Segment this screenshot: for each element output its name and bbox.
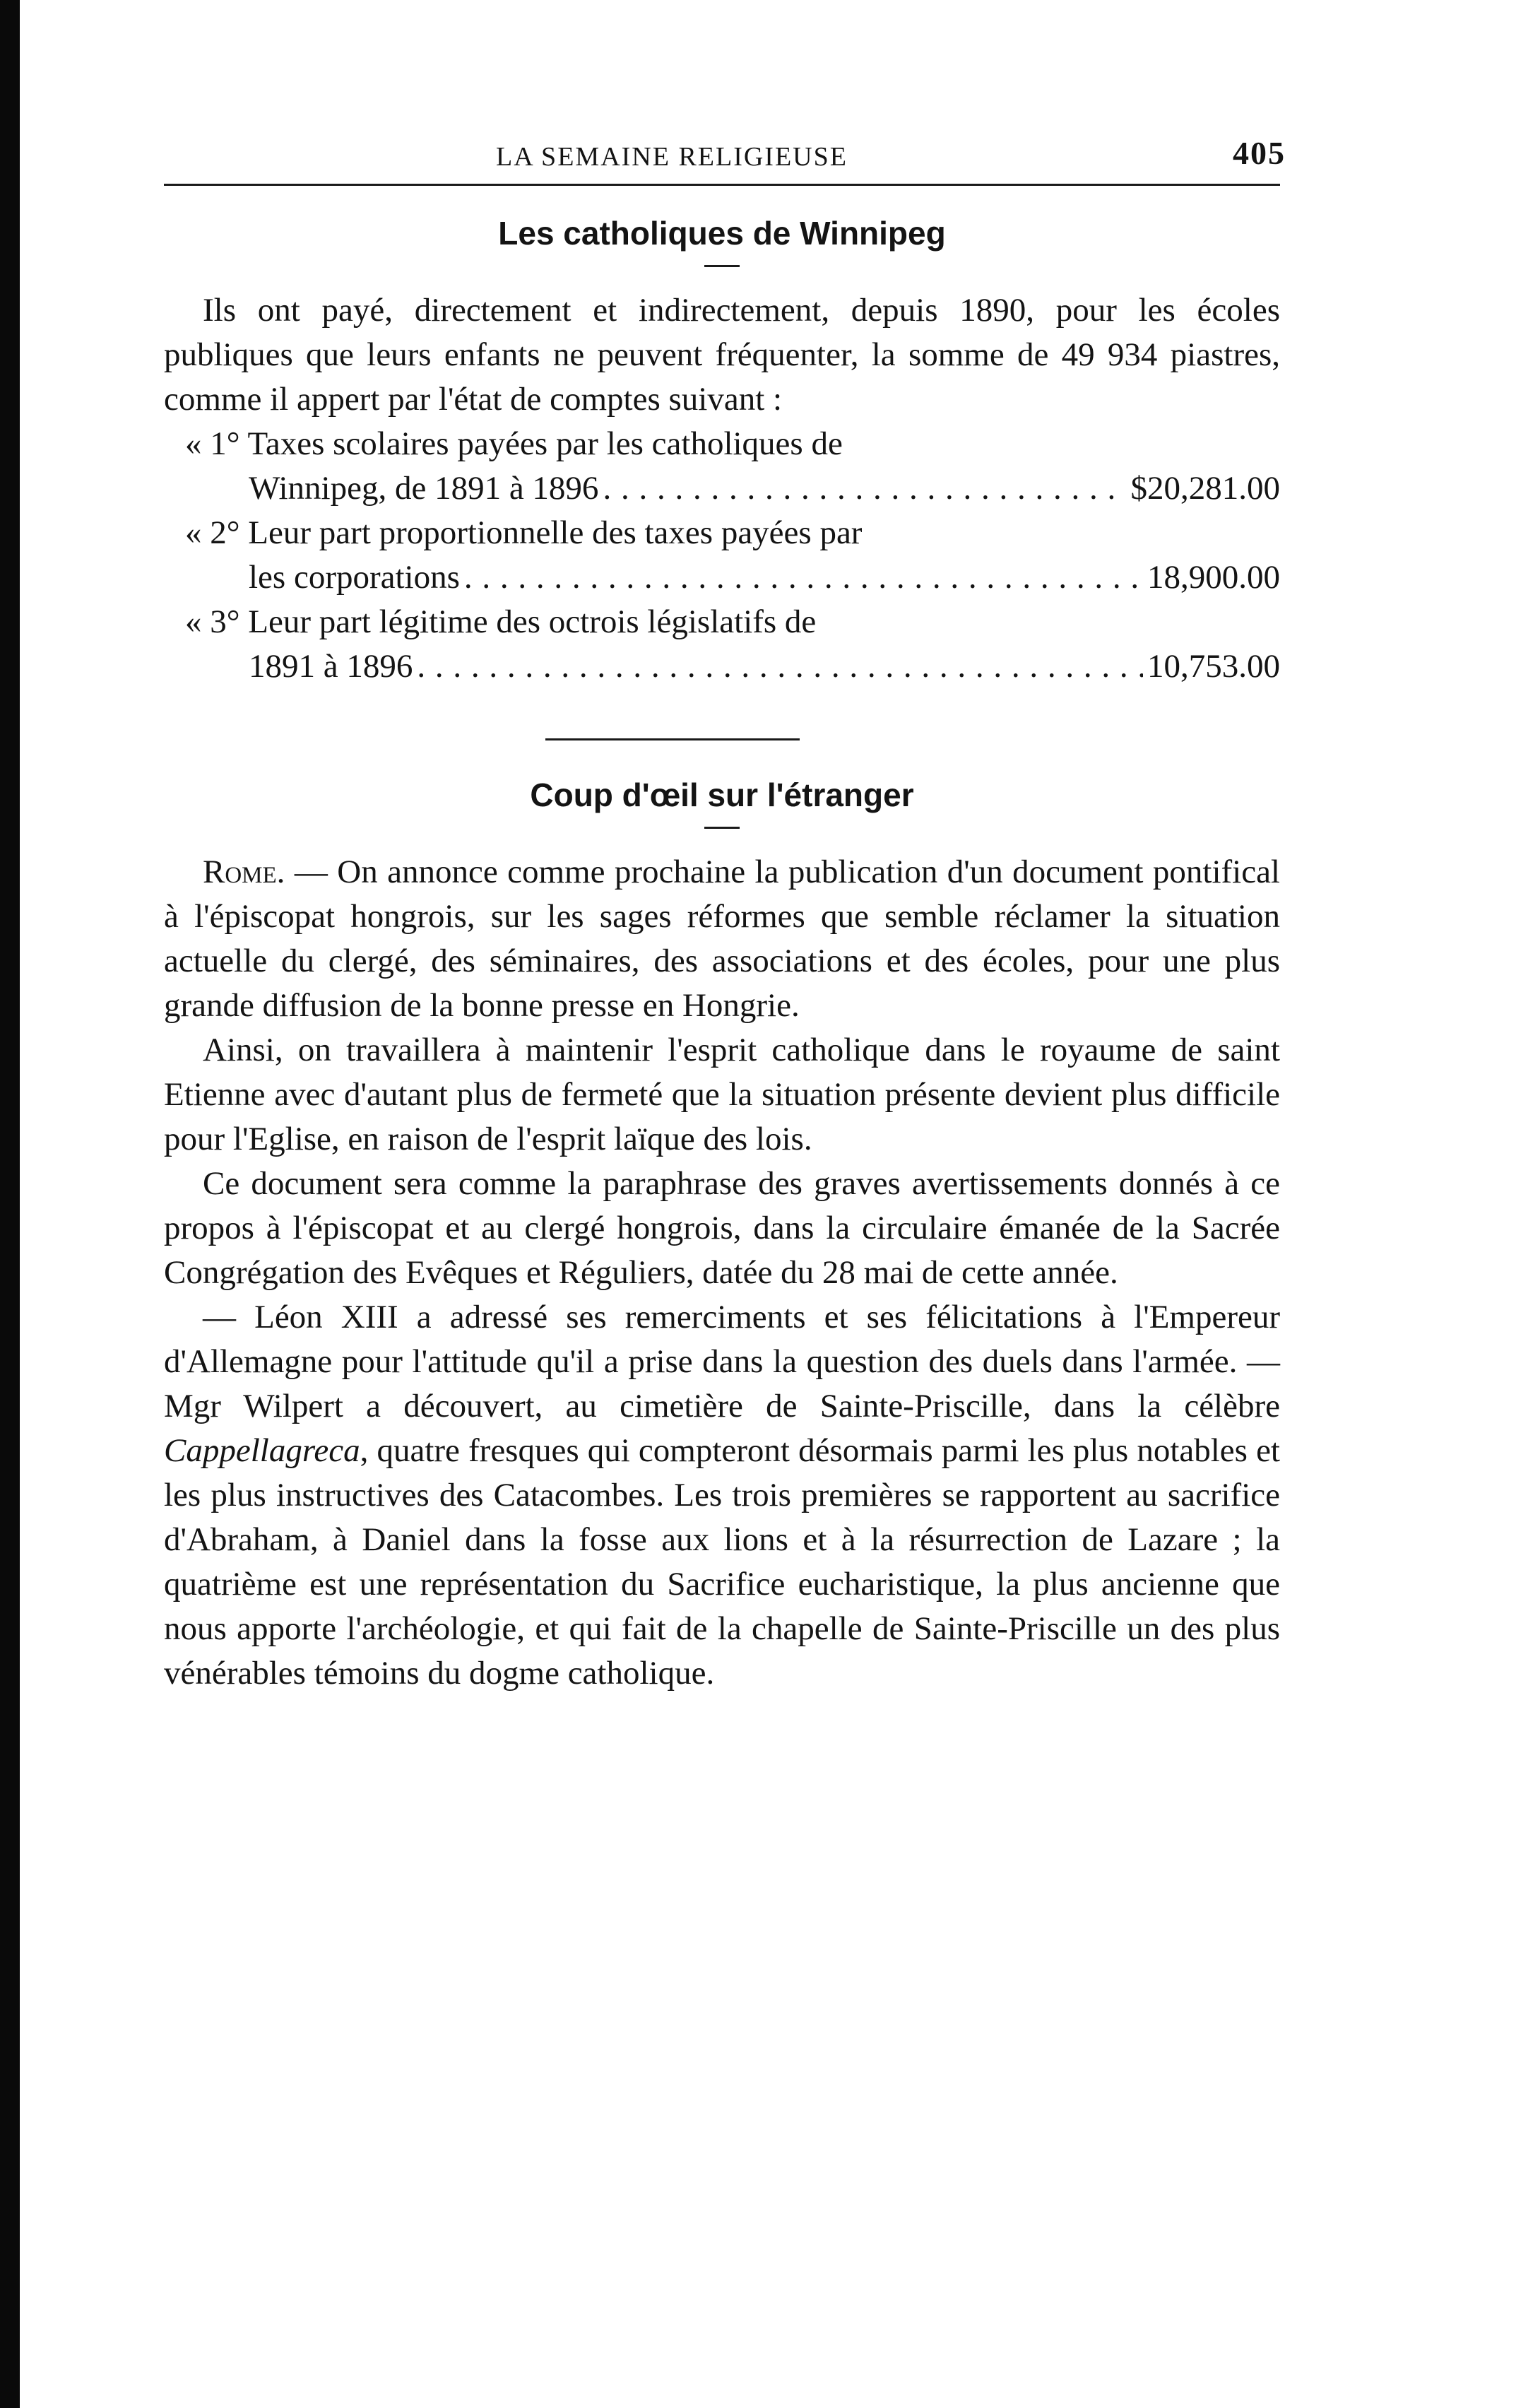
tax-item xyxy=(164,511,1280,600)
tax-item-line2: les corporations xyxy=(249,559,460,596)
intro-paragraph: Ils ont payé, directement et indirectement, depuis 1890, pour les écoles publiques que leurs enfants ne peuvent fréquenter, la somme de 49 934 piastres, comme il appert par l'état de comptes suivant : xyxy=(164,292,1280,418)
tax-item-line1: « 3° Leur part légitime des octrois législatifs de xyxy=(185,603,817,640)
tax-item-line2: Winnipeg, de 1891 à 1896 xyxy=(249,470,599,507)
paragraph-leon-xiii xyxy=(164,1295,1280,1696)
dot-leader xyxy=(603,466,1126,511)
header-rule xyxy=(164,184,1280,186)
tax-item xyxy=(164,600,1280,689)
section-title-etranger: Coup d'œil sur l'étranger xyxy=(530,777,914,813)
place-name: Rome. xyxy=(203,854,285,890)
tax-item-amount: 18,900.00 xyxy=(1147,559,1280,596)
dot-leader xyxy=(464,555,1143,600)
dot-leader xyxy=(417,644,1143,689)
paragraph-text: , quatre fresques qui compteront désormais parmi les plus notables et les plus instructives des Catacombes. Les trois premières se rapportent au sacrifice d'Abraham, à Daniel dans la fosse aux lions et à la résurrection de Lazare ; la quatrième est une représentation du Sacrifice eucharistique, la plus ancienne que nous apporte l'archéologie, et qui fait de la chapelle de Sainte-Priscille un des plus vénérables témoins du dogme catholique. xyxy=(164,1432,1280,1692)
section-title-winnipeg: Les catholiques de Winnipeg xyxy=(498,215,946,252)
paragraph: Ainsi, on travaillera à maintenir l'esprit catholique dans le royaume de saint Etienne avec d'autant plus de fermeté que la situation présente devient plus difficile pour l'Eglise, en raison de l'esprit laïque des lois. xyxy=(164,1032,1280,1157)
running-title: LA SEMAINE RELIGIEUSE xyxy=(496,142,848,172)
binding-edge xyxy=(0,0,20,2408)
tax-item-line2: 1891 à 1896 xyxy=(249,648,413,685)
title-dash xyxy=(704,827,740,829)
title-dash xyxy=(704,265,740,267)
tax-item-amount: $20,281.00 xyxy=(1130,470,1280,507)
running-head xyxy=(164,134,1286,184)
tax-item xyxy=(164,422,1280,511)
document-page xyxy=(164,134,1286,1696)
tax-item-amount: 10,753.00 xyxy=(1147,648,1280,685)
paragraph-text: — On annonce comme prochaine la publication d'un document pontifical à l'épiscopat hongrois, sur les sages réformes que semble réclamer la situation actuelle du clergé, des séminaires, des associations et des écoles, pour une plus grande diffusion de la bonne presse en Hongrie. xyxy=(164,854,1280,1024)
paragraph-text: — Léon XIII a adressé ses remerciments et ses félicitations à l'Empereur d'Allemagne pour l'attitude qu'il a prise dans la question des duels dans l'armée. — Mgr Wilpert a découvert, au cimetière de Sainte-Priscille, dans la célèbre xyxy=(164,1299,1280,1424)
paragraph-rome xyxy=(164,850,1280,1028)
tax-account-list xyxy=(164,422,1280,689)
page-number: 405 xyxy=(1233,135,1286,171)
section-separator xyxy=(545,738,800,740)
paragraph: Ce document sera comme la paraphrase des graves avertissements donnés à ce propos à l'épiscopat et au clergé hongrois, dans la circulaire émanée de la Sacrée Congrégation des Evêques et Réguliers, datée du 28 mai de cette année. xyxy=(164,1165,1280,1291)
tax-item-line1: « 1° Taxes scolaires payées par les catholiques de xyxy=(185,425,843,462)
italic-term: Cappellagreca xyxy=(164,1432,360,1469)
tax-item-line1: « 2° Leur part proportionnelle des taxes payées par xyxy=(185,514,863,551)
